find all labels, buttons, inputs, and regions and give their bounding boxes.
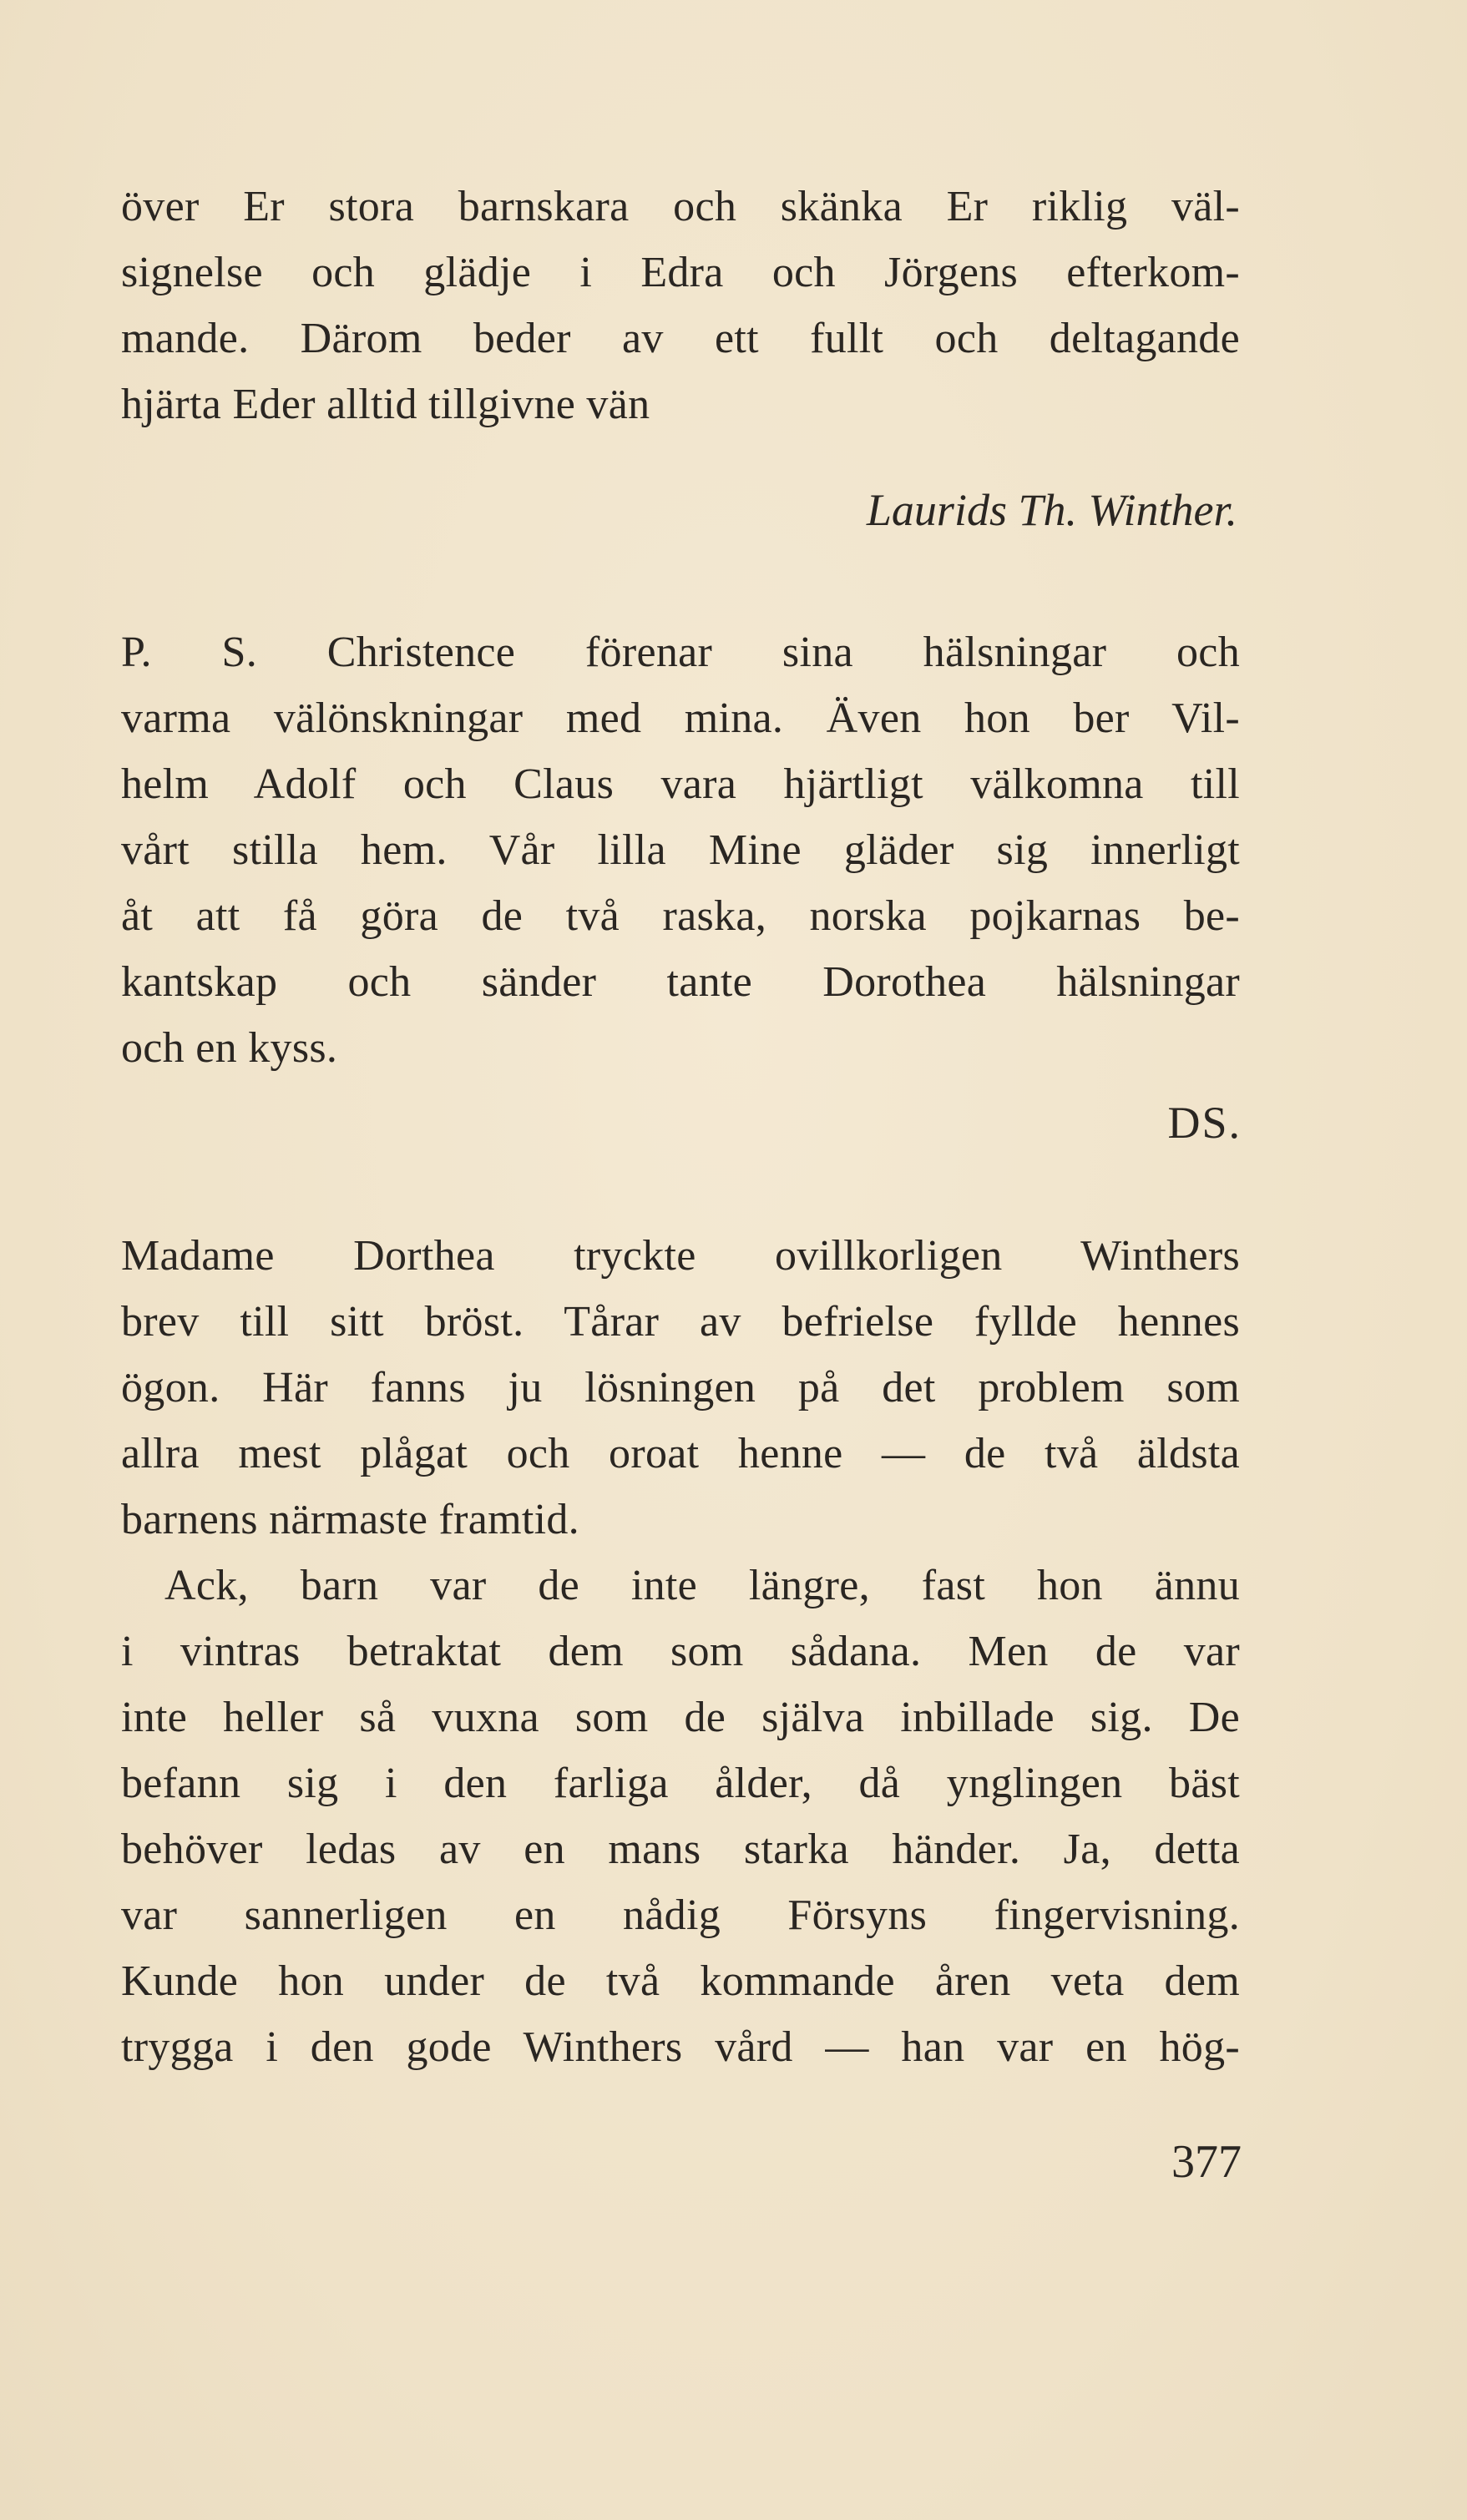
text-line: över Er stora barnskara och skänka Er riklig väl- <box>121 183 1240 230</box>
text-line: åt att få göra de två raska, norska pojkarnas be- <box>121 892 1240 940</box>
narrative-text <box>121 1223 1240 2080</box>
text-line: allra mest plågat och oroat henne — de två äldsta <box>121 1430 1240 1477</box>
text-line: helm Adolf och Claus vara hjärtligt välkomna till <box>121 760 1240 808</box>
letter-closing <box>121 174 1240 437</box>
text-line: och en kyss. <box>121 1024 338 1072</box>
text-line: varma välönskningar med mina. Även hon ber Vil- <box>121 694 1240 742</box>
paragraph-2 <box>121 1553 1240 2080</box>
text-line: inte heller så vuxna som de själva inbillade sig. De <box>121 1694 1240 1741</box>
text-line: trygga i den gode Winthers vård — han var en hög- <box>121 2023 1240 2071</box>
postscript-initials: DS. <box>1167 1098 1242 1148</box>
text-line: brev till sitt bröst. Tårar av befrielse fyllde hennes <box>121 1298 1240 1346</box>
text-line: vårt stilla hem. Vår lilla Mine gläder sig innerligt <box>121 826 1240 874</box>
text-line: signelse och glädje i Edra och Jörgens efterkom- <box>121 249 1240 296</box>
text-line: P. S. Christence förenar sina hälsningar och <box>121 629 1240 676</box>
text-line: behöver ledas av en mans starka händer. Ja, detta <box>121 1826 1240 1873</box>
text-line: kantskap och sänder tante Dorothea hälsningar <box>121 958 1240 1006</box>
text-line: i vintras betraktat dem som sådana. Men de var <box>121 1628 1240 1675</box>
postscript <box>121 619 1240 1081</box>
text-line: barnens närmaste framtid. <box>121 1496 579 1543</box>
text-line: mande. Därom beder av ett fullt och deltagande <box>121 315 1240 362</box>
paragraph-1 <box>121 1223 1240 1553</box>
letter-signature: Laurids Th. Winther. <box>866 485 1237 535</box>
page-number: 377 <box>1171 2136 1242 2188</box>
text-line: befann sig i den farliga ålder, då ynglingen bäst <box>121 1760 1240 1807</box>
text-line: hjärta Eder alltid tillgivne vän <box>121 381 650 428</box>
text-line: Ack, barn var de inte längre, fast hon ännu <box>164 1562 1240 1609</box>
text-line: Kunde hon under de två kommande åren veta dem <box>121 1957 1240 2005</box>
text-line: var sannerligen en nådig Försyns fingervisning. <box>121 1891 1240 1939</box>
text-line: Madame Dorthea tryckte ovillkorligen Winthers <box>121 1232 1240 1280</box>
text-line: ögon. Här fanns ju lösningen på det problem som <box>121 1364 1240 1412</box>
